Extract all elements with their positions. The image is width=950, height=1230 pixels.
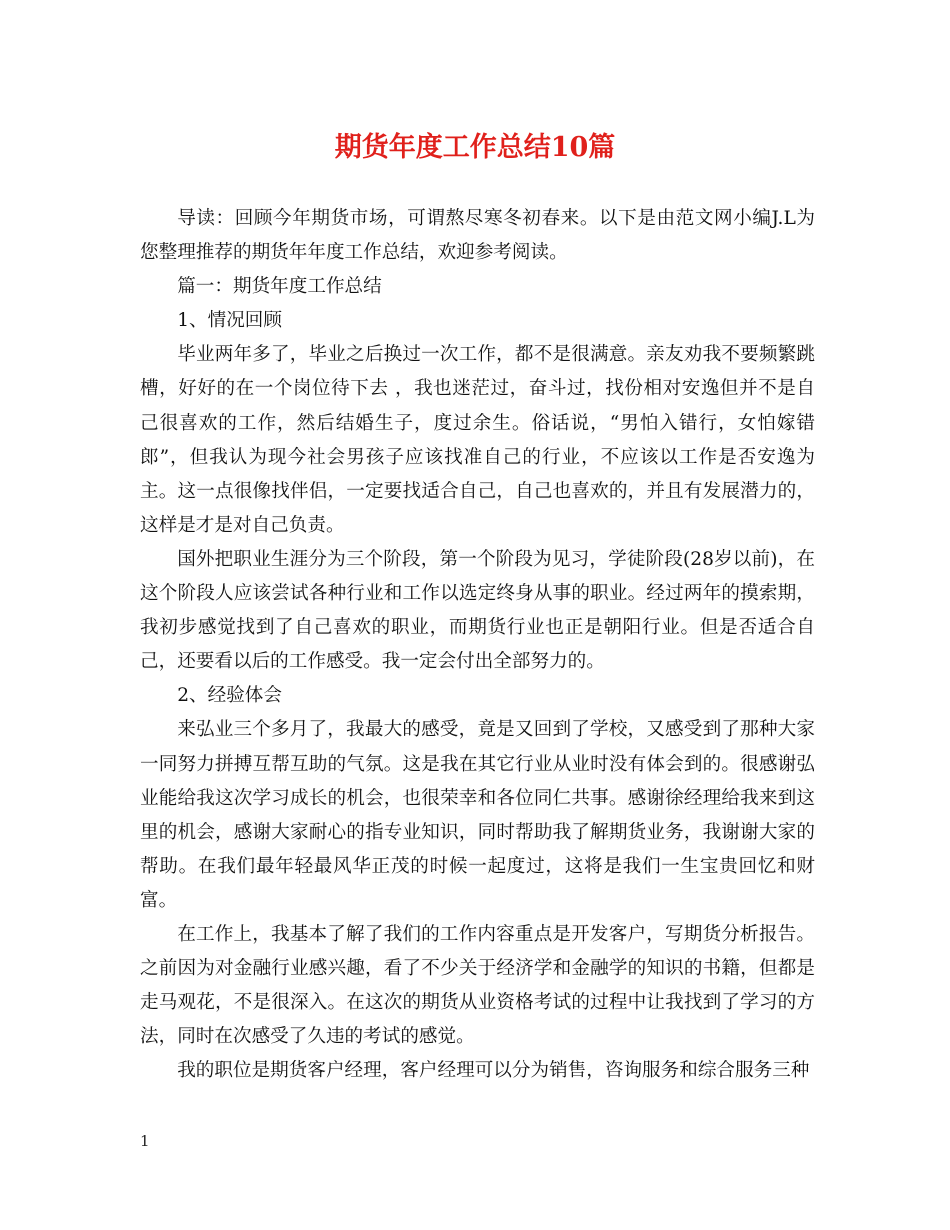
paragraph: 毕业两年多了，毕业之后换过一次工作，都不是很满意。亲友劝我不要频繁跳槽，好好的在一个岗位待下去 ，我也迷茫过，奋斗过，找份相对安逸但并不是自己很喜欢的工作，然后结婚生子，度过余生。俗话说，“男怕入错行，女怕嫁错郎”，但我认为现今社会男孩子应该找准自己的行业，不应该以工作是否安逸为主。这一点很像找伴侣，一定要找适合自己，自己也喜欢的，并且有发展潜力的，这样是才是对自己负责。 [140, 344, 815, 536]
page-number: 1 [140, 1132, 150, 1150]
subsection-heading: 1、情况回顾 [177, 310, 282, 332]
paragraph: 在工作上，我基本了解了我们的工作内容重点是开发客户，写期货分析报告。之前因为对金融行业感兴趣，看了不少关于经济学和金融学的知识的书籍，但都是走马观花，不是很深入。在这次的期货从业资格考试的过程中让我找到了学习的方法，同时在次感受了久违的考试的感觉。 [140, 923, 815, 1048]
document-title: 期货年度工作总结10篇 [334, 132, 616, 163]
paragraph: 国外把职业生涯分为三个阶段，第一个阶段为见习，学徒阶段(28岁以前)，在这个阶段人应该尝试各种行业和工作以选定终身从事的职业。经过两年的摸索期，我初步感觉找到了自己喜欢的职业，而期货行业也正是朝阳行业。但是否适合自己，还要看以后的工作感受。我一定会付出全部努力的。 [140, 548, 815, 673]
paragraph: 来弘业三个多月了，我最大的感受，竟是又回到了学校，又感受到了那种大家一同努力拼搏互帮互助的气氛。这是我在其它行业从业时没有体会到的。很感谢弘业能给我这次学习成长的机会，也很荣幸和各位同仁共事。感谢徐经理给我来到这里的机会，感谢大家耐心的指专业知识，同时帮助我了解期货业务，我谢谢大家的帮助。在我们最年轻最风华正茂的时候一起度过，这将是我们一生宝贵回忆和财富。 [140, 719, 815, 911]
paragraph-intro: 导读：回顾今年期货市场，可谓熬尽寒冬初春来。以下是由范文网小编J.L为您整理推荐的期货年年度工作总结，欢迎参考阅读。 [140, 208, 815, 264]
paragraph: 我的职位是期货客户经理，客户经理可以分为销售，咨询服务和综合服务三种 [177, 1060, 810, 1082]
subsection-heading: 2、经验体会 [177, 685, 282, 707]
document-body [140, 202, 815, 1088]
section-heading: 篇一：期货年度工作总结 [177, 276, 382, 298]
